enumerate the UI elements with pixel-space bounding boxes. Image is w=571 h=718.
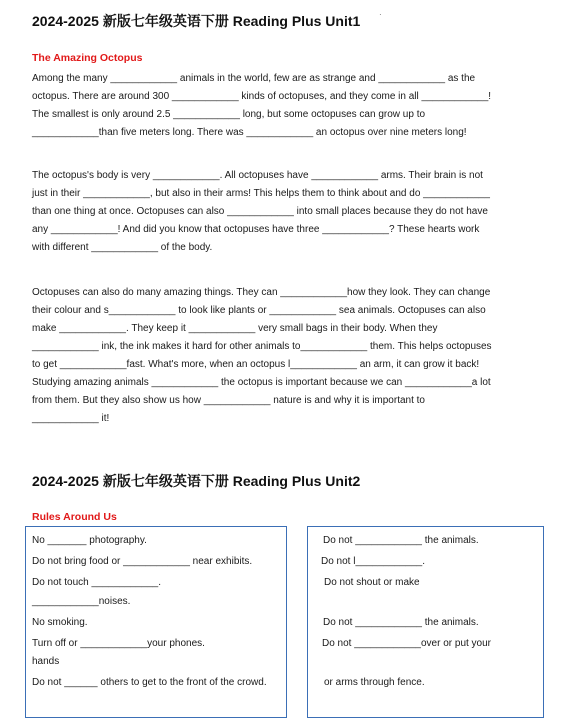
paragraph-line: from them. But they also show us how ____________ nature is and why it is important to — [32, 395, 425, 406]
rule-item: Do not ____________over or put your — [322, 638, 492, 649]
paragraph-line: Octopuses can also do many amazing things. They can ____________how they look. They can change — [32, 287, 491, 298]
rule-item: Do not bring food or ____________ near exhibits. — [32, 556, 253, 567]
rule-item: hands — [32, 656, 60, 667]
rule-item: Do not ______ others to get to the front of the crowd. — [32, 677, 267, 688]
rule-item: Do not l____________. — [321, 556, 425, 567]
paragraph-line: Among the many ____________ animals in the world, few are as strange and ____________ as the — [32, 73, 476, 84]
rule-item: Turn off or ____________your phones. — [32, 638, 205, 649]
paragraph-line: to get ____________fast. What's more, when an octopus l____________ an arm, it can grow it back! — [32, 359, 480, 370]
paragraph-line: make ____________. They keep it ____________ very small bags in their body. When they — [32, 323, 438, 334]
unit1-title: 2024-2025 新版七年级英语下册 Reading Plus Unit1 — [32, 13, 361, 29]
unit2-subtitle: Rules Around Us — [32, 511, 117, 523]
paragraph-line: ____________ it! — [32, 413, 110, 424]
unit1-subtitle: The Amazing Octopus — [32, 52, 143, 64]
paragraph-line: any ____________! And did you know that octopuses have three ____________? These hearts work — [32, 224, 480, 235]
rule-item: or arms through fence. — [324, 677, 425, 688]
paragraph-line: Studying amazing animals ____________ the octopus is important because we can ____________a lot — [32, 377, 491, 388]
paragraph-line: ____________than five meters long. There was ____________ an octopus over nine meters long! — [32, 127, 467, 138]
rule-item: Do not touch ____________. — [32, 577, 161, 588]
stray-dot: · — [379, 10, 382, 19]
unit1-paragraph-2 — [32, 170, 532, 260]
paragraph-line: with different ____________ of the body. — [32, 242, 213, 253]
rule-item: No _______ photography. — [32, 535, 147, 546]
unit2-title: 2024-2025 新版七年级英语下册 Reading Plus Unit2 — [32, 473, 361, 489]
paragraph-line: just in their ____________, but also in their arms! This helps them to think about and do ____________ — [32, 188, 490, 199]
rule-item: Do not ____________ the animals. — [323, 617, 479, 628]
unit1-paragraph-3 — [32, 287, 532, 432]
rule-item: No smoking. — [32, 617, 88, 628]
paragraph-line: octopus. There are around 300 ____________ kinds of octopuses, and they come in all ____________! — [32, 91, 492, 102]
rule-item: Do not ____________ the animals. — [323, 535, 479, 546]
paragraph-line: than one thing at once. Octopuses can also ____________ into small places because they do not have — [32, 206, 488, 217]
paragraph-line: their colour and s____________ to look like plants or ____________ sea animals. Octopuses can also — [32, 305, 486, 316]
rule-item: Do not shout or make — [324, 577, 420, 588]
rule-item: ____________noises. — [32, 596, 131, 607]
unit1-paragraph-1 — [32, 73, 532, 145]
paragraph-line: The octopus's body is very ____________. All octopuses have ____________ arms. Their brain is not — [32, 170, 483, 181]
paragraph-line: The smallest is only around 2.5 ____________ long, but some octopuses can grow up to — [32, 109, 426, 120]
rules-left-box — [25, 526, 287, 718]
rules-right-box — [307, 526, 544, 718]
paragraph-line: ____________ ink, the ink makes it hard for other animals to____________ them. This helps octopuses — [32, 341, 492, 352]
